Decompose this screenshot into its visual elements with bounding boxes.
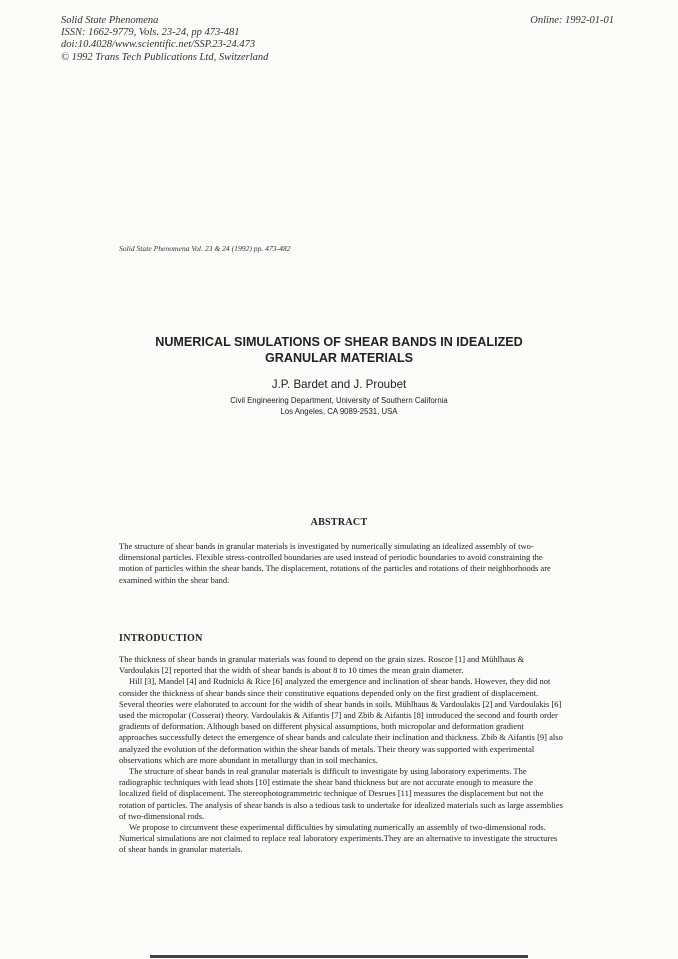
- abstract-text: The structure of shear bands in granular materials is investigated by numerically simulating an idealized assembly of two-dimensional particles. Flexible stress-controlled boundaries are used instead of periodic boundaries to avoid constraining the motion of particles within the shear bands. The displacement, rotations of the particles and rotations of their neighborhoods are examined within the shear band.: [119, 541, 551, 585]
- publication-header: [61, 15, 268, 64]
- affiliation-line-1: Civil Engineering Department, University of Southern California: [230, 396, 448, 405]
- journal-name: Solid State Phenomena: [61, 15, 159, 26]
- authors: J.P. Bardet and J. Proubet: [271, 378, 407, 391]
- title-line-1: NUMERICAL SIMULATIONS OF SHEAR BANDS IN IDEALIZED: [155, 335, 523, 349]
- bottom-rule: [150, 955, 528, 958]
- online-date: Online: 1992-01-01: [530, 15, 614, 26]
- affiliation: [100, 396, 578, 417]
- intro-paragraph: Hill [3], Mandel [4] and Rudnicki & Rice [6] analyzed the emergence and inclination of shear bands. However, they did not consider the thickness of shear bands since their constitutive equations depended only on the first gradient of displacement. Several theories were elaborated to account for the width of shear bands in soils. Mühlhaus & Vardoulakis [2] and Vardoulakis [6] used the micropolar (Cosserat) theory. Vardoulakis & Aifantis [7] and Zbib & Aifantis [8] introduced the second and fourth order gradients of deformation. Although based on different physical assumptions, both micropolar and deformation gradient approaches successfully detect the emergence of shear bands and calculate their inclination and thickness. Zbib & Aifantis [9] also analyzed the evolution of the deformation within the shear bands of metals. Their theory was supported with experimental observations which are more abundant in metallurgy than in soil mechanics.: [119, 676, 563, 765]
- journal-reference: Solid State Phenomena Vol. 23 & 24 (1992) pp. 473-482: [119, 244, 291, 253]
- intro-paragraph: The thickness of shear bands in granular materials was found to depend on the grain sizes. Roscoe [1] and Mühlhaus & Vardoulakis [2] reported that the width of shear bands is about 8 to 10 times the mean grain diameter.: [119, 654, 525, 676]
- abstract-heading: ABSTRACT: [310, 517, 368, 528]
- intro-paragraph: We propose to circumvent these experimental difficulties by simulating numerically an assembly of two-dimensional rods. Numerical simulations are not claimed to replace real laboratory experiments.They are an alternative to investigate the structures of shear bands in granular materials.: [119, 822, 558, 855]
- doi-link[interactable]: doi:10.4028/www.scientific.net/SSP.23-24.473: [61, 39, 256, 51]
- introduction-body: [119, 654, 564, 856]
- introduction-heading: INTRODUCTION: [119, 633, 203, 644]
- issn-line: ISSN: 1662-9779, Vols. 23-24, pp 473-481: [61, 27, 240, 39]
- paper-title: [100, 334, 578, 366]
- affiliation-line-2: Los Angeles, CA 9089-2531, USA: [280, 406, 398, 416]
- title-line-2: GRANULAR MATERIALS: [264, 351, 414, 365]
- intro-paragraph: The structure of shear bands in real granular materials is difficult to investigate by using laboratory experiments. The radiographic techniques with lead shots [10] estimate the shear band thickness but are not accurate enough to measure the localized field of displacement. The stereophotogrammetric technique of Desrues [11] measures the displacement but not the rotation of particles. The analysis of shear bands is also a tedious task to undertake for idealized materials such as large assemblies of two-dimensional rods.: [119, 766, 563, 821]
- copyright-line: © 1992 Trans Tech Publications Ltd, Switzerland: [61, 51, 269, 63]
